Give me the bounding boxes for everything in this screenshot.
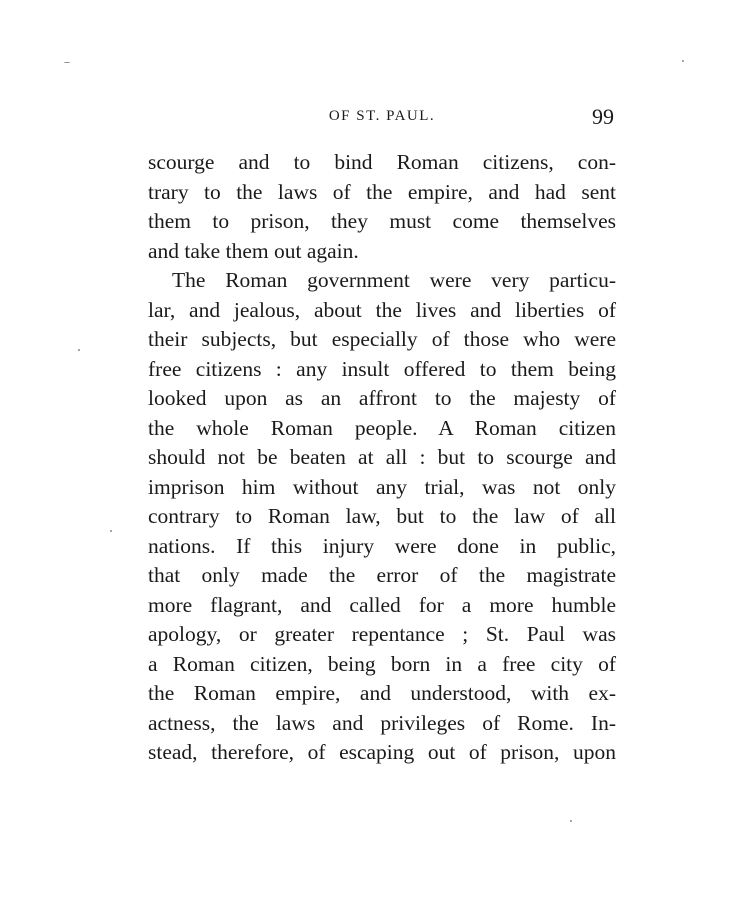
scan-speck	[682, 60, 684, 62]
text-line: lar, and jealous, about the lives and liberties of	[148, 297, 616, 322]
text-line: the Roman empire, and understood, with ex-	[148, 681, 616, 705]
text-line: that only made the error of the magistrate	[148, 563, 616, 587]
text-line: imprison him without any trial, was not only	[148, 474, 616, 499]
text-line: a Roman citizen, being born in a free city of	[148, 651, 616, 676]
scan-speck	[78, 349, 80, 351]
text-line: their subjects, but especially of those who were	[148, 327, 616, 351]
text-line: the whole Roman people. A Roman citizen	[148, 415, 616, 440]
body-text	[148, 148, 616, 768]
text-line: contrary to Roman law, but to the law of all	[148, 504, 616, 528]
text-line: and take them out again.	[148, 238, 359, 263]
text-line: apology, or greater repentance ; St. Paul was	[148, 622, 616, 646]
text-line: scourge and to bind Roman citizens, con-	[148, 150, 616, 174]
text-line: them to prison, they must come themselves	[148, 209, 616, 233]
scan-speck	[64, 62, 70, 63]
text-line: should not be beaten at all : but to scourge and	[148, 445, 616, 469]
scan-speck	[570, 820, 572, 822]
text-line: The Roman government were very particu-	[172, 268, 616, 292]
page-number: 99	[592, 104, 614, 129]
running-title: OF ST. PAUL.	[328, 108, 436, 124]
running-head	[148, 104, 616, 132]
scan-speck	[110, 530, 112, 532]
text-line: trary to the laws of the empire, and had sent	[148, 179, 616, 204]
text-line: actness, the laws and privileges of Rome. In-	[148, 710, 616, 735]
text-line: stead, therefore, of escaping out of prison, upon	[148, 740, 616, 764]
text-line: more flagrant, and called for a more humble	[148, 592, 616, 617]
text-line: looked upon as an affront to the majesty of	[148, 386, 616, 410]
text-line: free citizens : any insult offered to them being	[148, 356, 616, 381]
text-line: nations. If this injury were done in public,	[148, 533, 616, 558]
